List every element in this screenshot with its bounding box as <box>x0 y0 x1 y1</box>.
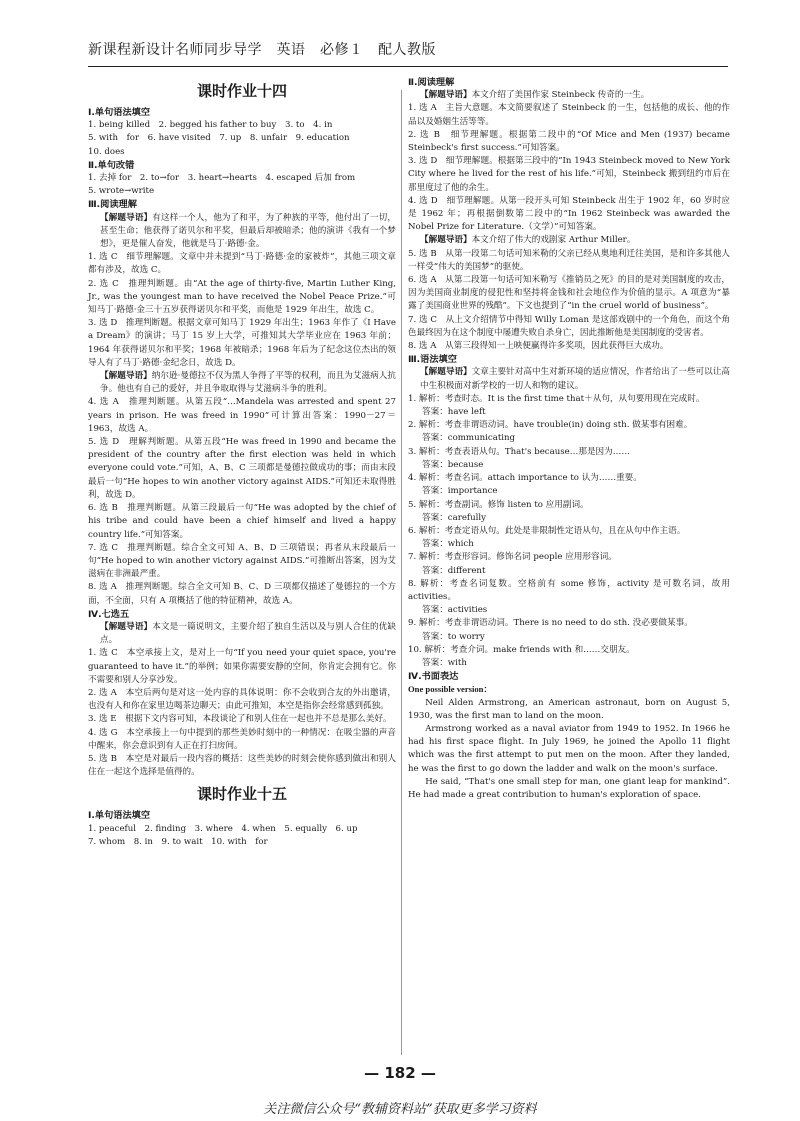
guide-tag: 【解题导语】 <box>100 621 153 632</box>
answer-line: 1. 去掉 for 2. to→for 3. heart→hearts 4. escaped 后加 from <box>88 173 356 184</box>
guide-tag: 【解题导语】 <box>420 90 472 101</box>
analysis: 5. 解析：考查副词。修饰 listen to 应用副词。 <box>408 499 589 510</box>
explanation: 3. 选 E 根据下文内容可知，本段谈论了和别人住在一起也并不总是那么美好。 <box>88 714 392 725</box>
guide-text: 本文介绍了伟大的戏剧家 Arthur Miller。 <box>471 235 636 246</box>
answer-line: 7. whom 8. in 9. to wait 10. with for <box>88 836 268 847</box>
answer: 答案：to worry <box>422 631 485 642</box>
explanation: 7. 选 C 推理判断题。综合全文可知 A、B、D 三项错误；再者从末段最后一句“He hoped to win another victory against AIDS.”可推断出答案，因为艾滋病在非洲最严重。 <box>88 542 396 580</box>
guide-paragraph <box>408 89 730 102</box>
right-column <box>408 76 730 802</box>
part-heading: Ⅳ.书面表达 <box>408 671 459 683</box>
analysis: 6. 解析：考查定语从句。此处是非限制性定语从句，且在从句中作主语。 <box>408 525 686 536</box>
running-header: 新课程新设计名师同步导学 英语 必修１ 配人教版 <box>88 42 436 58</box>
part-heading: Ⅰ.单句语法填空 <box>88 107 151 118</box>
guide-text: 本文介绍了美国作家 Steinbeck 传奇的一生。 <box>471 90 650 101</box>
essay-paragraph: He said, “That's one small step for man, one giant leap for mankind”. He had made a great contribution to human's exploration of space. <box>408 776 730 800</box>
explanation: 5. 选 B 从第一段第二句话可知米勒的父亲已经从奥地利迁往美国，是和许多其他人一样受“伟大的美国梦”的驱使。 <box>408 248 730 272</box>
answer-line: 1. peaceful 2. finding 3. where 4. when 5. equally 6. up <box>88 823 358 834</box>
guide-paragraph <box>88 370 396 396</box>
explanation: 3. 选 D 细节理解题。根据第三段中的“In 1943 Steinbeck moved to New York City where he lived for the rest of his life.”可知，Steinbeck 搬到纽约市后在那里度过了他的余生。 <box>408 156 730 193</box>
analysis: 3. 解析：考查表语从句。That's because…那是因为…… <box>408 446 630 457</box>
answer-line: 1. being killed 2. begged his father to buy 3. to 4. in <box>88 120 333 131</box>
explanation: 3. 选 D 推理判断题。根据文章可知马丁 1929 年出生；1963 年作了《I Have a Dream》的演讲；马丁 15 岁上大学，可推知其大学毕业应在 1963 年前；1964 年获得诺贝尔和平奖；1968 年被暗杀；1968 年后为了纪念这位杰出的领导人有了马丁·路德·金纪念日，故选 D。 <box>88 318 396 368</box>
analysis: 2. 解析：考查非谓语动词。have trouble(in) doing sth. 做某事有困难。 <box>408 420 693 431</box>
guide-paragraph <box>408 366 730 392</box>
explanation: 4. 选 G 本空承接上一句中提到的那些美妙时刻中的一种情况：在吸尘器的声音中醒来，你会意识到有人正在打扫房间。 <box>88 727 396 751</box>
guide-text: 文章主要针对高中生对新环境的适应情况，作者给出了一些可以让高中生积极面对新学校的一切人和物的建议。 <box>420 367 730 391</box>
explanation: 6. 选 B 推理判断题。从第三段最后一句“He was adopted by the chief of his tribe and could have been a chief himself and lived a happy country life.”可知答案。 <box>88 503 396 540</box>
answer-line: 5. wrote→write <box>88 186 155 197</box>
answer: 答案：which <box>422 539 474 550</box>
section-title-15: 课时作业十五 <box>196 785 287 804</box>
explanation: 1. 选 A 主旨大意题。本文简要叙述了 Steinbeck 的一生，包括他的成长、他的作品以及婚姻生活等等。 <box>408 103 730 127</box>
section-title-14: 课时作业十四 <box>196 82 287 100</box>
answer-line: 5. with for 6. have visited 7. up 8. unfair 9. education <box>88 133 350 144</box>
guide-tag: 【解题导语】 <box>420 235 472 246</box>
explanation: 8. 选 A 从第三段得知一上映便赢得许多奖项，因此获得巨大成功。 <box>408 341 669 352</box>
guide-text: 本文是一篇说明文，主要介绍了独自生活以及与别人合住的优缺点。 <box>100 621 396 646</box>
analysis: 8. 解析：考查名词复数。空格前有 some 修饰，activity 是可数名词，故用 activities。 <box>408 578 730 602</box>
explanation: 2. 选 B 细节理解题。根据第二段中的“Of Mice and Men (1937) became Steinbeck's first success.”可知答案。 <box>408 129 730 154</box>
essay-paragraph: Armstrong worked as a naval aviator from 1949 to 1952. In 1966 he had his first space flight. In July 1969, he joined the Apollo 11 flight which was the first attempt to put men on the moon. After they landed, he was the first to go down the ladder and walk on the moon's surface. <box>408 723 730 774</box>
part-heading: Ⅲ.阅读理解 <box>88 199 137 211</box>
part-heading: Ⅲ.语法填空 <box>408 354 457 366</box>
guide-paragraph <box>88 212 396 252</box>
explanation: 8. 选 A 推理判断题。综合全文可知 B、C、D 三项都仅描述了曼德拉的一个方面，不全面，只有 A 项概括了他的特征精神，故选 A。 <box>88 582 396 606</box>
guide-text: 纳尔逊·曼德拉不仅为黑人争得了平等的权利，而且为艾滋病人抗争。他也有自己的爱好，并且争取取得与艾滋病斗争的胜利。 <box>100 371 396 395</box>
guide-text: 有这样一个人，他为了和平，为了种族的平等，他付出了一切，甚至生命；他获得了诺贝尔和平奖，但最后却被暗杀；他的演讲《我有一个梦想》，更是催人奋发，他就是马丁·路德·金。 <box>100 212 396 250</box>
guide-paragraph <box>88 621 396 647</box>
column-divider <box>401 90 402 1055</box>
explanation: 4. 选 D 细节理解题。从第一段开头可知 Steinbeck 出生于 1902 年，60 岁时应是 1962 年；再根据倒数第二段中的“In 1962 Steinbeck was awarded the Nobel Prize for Literature.（文学）”可知答案。 <box>408 195 730 233</box>
explanation: 7. 选 C 从上文介绍情节中得知 Willy Loman 是这部戏剧中的一个角色，而这个角色最终因为在这个制度中屡遭失败自杀身亡，因此推断他是美国制度的受害者。 <box>408 314 730 338</box>
sample-label: One possible version： <box>408 684 493 695</box>
answer: 答案：carefully <box>422 512 486 523</box>
explanation: 4. 选 A 推理判断题。从第五段“…Mandela was arrested and spent 27 years in prison. He was freed in 1990”可计算出答案：1990－27＝1963，故选 A。 <box>88 397 396 434</box>
answer: 答案：activities <box>422 605 488 616</box>
explanation: 2. 选 C 推理判断题。由“At the age of thirty-five, Martin Luther King, Jr., was the youngest man to have received the Nobel Peace Prize.”可知马丁·路德·金三十五岁获得诺贝尔和平奖，而他是 1929 年出生，故选 C。 <box>88 278 396 316</box>
answer: 答案：communicating <box>422 433 516 444</box>
explanation: 2. 选 A 本空后两句是对这一处内容的具体说明：你不会收到合友的外出邀请，也没有人和你在家里边喝茶边聊天；由此可推知，本空是指你会经常感到孤独。 <box>88 687 396 712</box>
part-heading: Ⅳ.七选五 <box>88 608 130 620</box>
footer-note: 关注微信公众号“教辅资料站”获取更多学习资料 <box>263 1102 537 1117</box>
analysis: 1. 解析：考查时态。It is the first time that＋从句，从句要用现在完成时。 <box>408 393 705 404</box>
guide-paragraph <box>408 234 730 247</box>
answer: 答案：because <box>422 459 484 470</box>
left-column <box>88 76 396 849</box>
answer: 答案：have left <box>422 407 486 418</box>
analysis: 4. 解析：考查名词。attach importance to 认为……重要。 <box>408 473 642 484</box>
answer: 答案：different <box>422 565 486 576</box>
part-heading: Ⅱ.单句改错 <box>88 159 135 171</box>
analysis: 10. 解析：考查介词。make friends with 和……交朋友。 <box>408 644 635 655</box>
part-heading: Ⅱ.阅读理解 <box>408 77 455 88</box>
answer: 答案：with <box>422 657 467 668</box>
answer: 答案：importance <box>422 486 498 497</box>
explanation: 6. 选 A 从第二段第一句话可知米勒写《推销员之死》的目的是对美国制度的攻击，因为美国商业制度的侵犯性和坚持将金钱和社会地位作为价值的显示。A 项意为“暴露了美国商业世界的残酷”。下文也提到了“in the cruel world of business”。 <box>408 275 730 312</box>
guide-tag: 【解题导语】 <box>100 371 152 382</box>
explanation: 5. 选 D 理解判断题。从第五段“He was freed in 1990 and became the president of the country after the first election was held in which everyone could vote.”可知，A、B、C 三项都是曼德拉做成功的事；而由末段最后一句“He hopes to win another victory against AIDS.”可知还未取得胜利，故选 D。 <box>88 437 396 500</box>
answer-line: 10. does <box>88 146 125 157</box>
page-number: — 182 — <box>364 1064 436 1082</box>
guide-tag: 【解题导语】 <box>420 367 472 378</box>
part-heading: Ⅰ.单句语法填空 <box>88 810 151 822</box>
explanation: 5. 选 B 本空是对最后一段内容的概括：这些美妙的时刻会使你感到做出和别人住在一起这个选择是值得的。 <box>88 753 396 778</box>
guide-tag: 【解题导语】 <box>100 212 153 223</box>
analysis: 7. 解析：考查形容词。修饰名词 people 应用形容词。 <box>408 552 617 563</box>
explanation: 1. 选 C 本空承接上文，是对上一句“If you need your quiet space, you're guaranteed to have it.”的举例；如果你需要安静的空间，你肯定会拥有它。你不需要和别人分享沙发。 <box>88 648 396 685</box>
explanation: 1. 选 C 细节理解题。文章中并未提到“马丁·路德·金的家被炸”，其他三项文章都有涉及，故选 C。 <box>88 252 396 276</box>
header-rule <box>88 66 728 67</box>
essay-paragraph: Neil Alden Armstrong, an American astronaut, born on August 5, 1930, was the first man to land on the moon. <box>408 697 730 721</box>
analysis: 9. 解析：考查非谓语动词。There is no need to do sth. 没必要做某事。 <box>408 618 693 629</box>
